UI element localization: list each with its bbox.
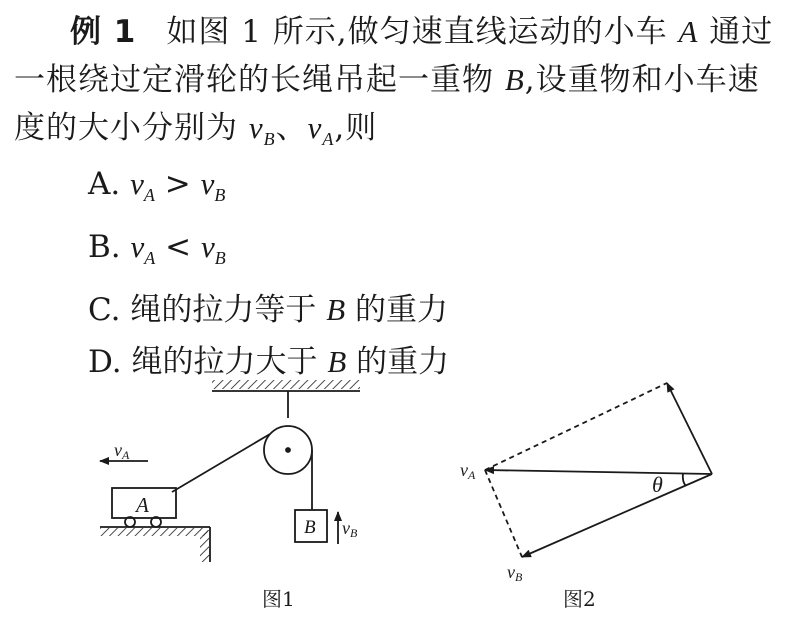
stem-text-3: ,设重物和小车速度的大小分别为 [14,62,760,146]
stem-text-end: ,则 [334,110,378,146]
figure-1 [100,380,360,562]
option-sub: A [143,185,155,206]
fig1-vB-label: vB [342,518,358,540]
theta-label: θ [652,472,663,497]
ledge-hatch [200,530,209,562]
vA-symbol: v [307,110,323,145]
dashed-left-side [485,470,522,557]
option-text: 的重力 [346,344,450,381]
option-var: v [200,166,215,201]
option-letter: C. [88,292,131,329]
vB-component-arrow [522,474,712,557]
option-operator: < [155,229,201,266]
option-letter: B. [88,229,131,266]
option-var: v [200,229,215,265]
resultant-vA-arrow [485,470,712,474]
option-sub: B [214,248,226,269]
figure-2 [485,383,712,557]
vB-symbol: v [248,110,264,145]
figure-1-caption: 图1 [262,587,295,611]
problem-label: 例 1 [70,14,137,50]
option-sub: A [144,248,156,269]
stem-text-2: 通过一根绕过定滑轮的长绳吊起一重物 [14,14,774,98]
ceiling-hatch [212,380,360,389]
dashed-top-side [485,383,667,470]
option-var: v [130,166,144,201]
fig1-vA-label: vA [114,440,130,462]
option-sub: B [214,185,226,206]
option-letter: D. [88,344,132,381]
car-symbol: A [678,14,699,49]
option-operator: > [154,166,201,202]
pulley-axle [286,448,290,452]
angle-arc [683,473,686,486]
vA-subscript: A [322,129,335,150]
rope-slanted [172,434,270,492]
option-text: 的重力 [345,292,448,329]
figure-1-labels [114,440,358,611]
weight-label: B [304,517,316,538]
car-label: A [136,493,149,517]
figure-2-caption: 图2 [563,587,596,611]
fig2-vB-label: vB [507,562,523,584]
option-letter: A. [88,166,131,202]
separator: 、 [275,110,308,146]
option-var: v [130,229,145,265]
perpendicular-component-arrow [667,383,712,474]
option-var: B [326,292,346,328]
weight-symbol: B [504,62,525,97]
option-text: 绳的拉力等于 [130,292,327,329]
fig2-vA-label: vA [460,460,476,482]
stem-text-1: 如图 1 所示,做匀速直线运动的小车 [166,14,679,50]
ground-hatch [100,528,208,536]
option-var: B [327,344,347,380]
vB-subscript: B [263,129,276,150]
option-text: 绳的拉力大于 [131,344,328,381]
